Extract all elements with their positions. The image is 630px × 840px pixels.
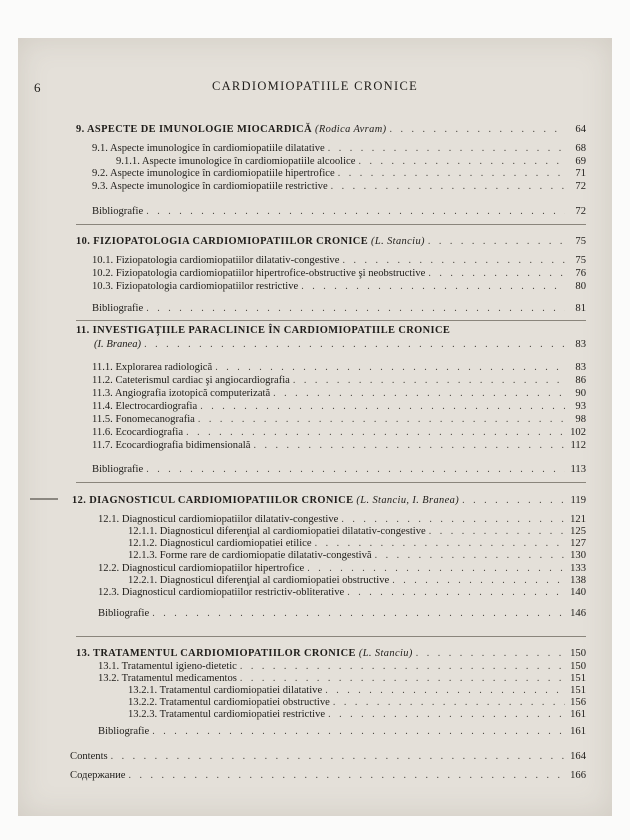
entry-label: Bibliografie [98,726,150,737]
leader-dots [390,124,566,136]
toc-entry-bibliography[interactable] [98,608,586,620]
page-ref: 75 [575,236,586,247]
entry-label: 11.5. Fonomecanografia [92,414,195,425]
toc-entry-bibliography[interactable] [92,206,586,218]
entry-label: 13.2.1. Tratamentul cardiomiopatiei dilatative [128,685,323,696]
page-ref: 71 [575,168,586,179]
toc-entry[interactable] [92,440,586,452]
toc-entry[interactable] [92,427,586,439]
page-number: 6 [34,80,41,95]
page-ref: 161 [570,709,586,720]
leader-dots [146,464,565,476]
toc-entry[interactable] [92,181,586,193]
toc-entry[interactable] [128,709,586,721]
toc-entry[interactable] [128,538,586,550]
entry-label: 12.1.2. Diagnosticul cardiomiopatiei etilice [128,538,312,549]
page-ref: 150 [570,661,586,672]
entry-label: 13.1. Tratamentul igieno-dietetic [98,661,237,672]
leader-dots [328,709,565,721]
toc-entry-bibliography[interactable] [92,303,586,315]
leader-dots [200,401,565,413]
page-ref: 161 [570,726,586,737]
page-ref: 86 [575,375,586,386]
toc-entry[interactable] [92,414,586,426]
leader-dots [111,751,565,763]
chapter-author: (Rodica Avram) [315,124,387,135]
entry-label: 10.2. Fiziopatologia cardiomiopatiilor hipertrofice-obstructive şi neobstructive [92,268,426,279]
toc-entry[interactable] [92,401,586,413]
entry-label: 11.1. Explorarea radiologică [92,362,213,373]
page-ref: 151 [570,685,586,696]
toc-entry-contents[interactable] [70,751,586,763]
leader-dots [429,526,565,538]
toc-entry[interactable] [128,526,586,538]
entry-label: 11.6. Ecocardiografia [92,427,184,438]
leader-dots [333,697,565,709]
page-ref: 69 [575,156,586,167]
toc-entry[interactable] [92,281,586,293]
page-ref: 102 [570,427,586,438]
toc-entry[interactable] [98,587,586,599]
chapter-author: (L. Stanciu) [371,236,425,247]
page-ref: 138 [570,575,586,586]
section-divider [76,482,586,483]
leader-dots [129,770,565,782]
entry-label: 13.2. Tratamentul medicamentos [98,673,237,684]
leader-dots [338,168,565,180]
leader-dots [341,514,565,526]
toc-entry[interactable] [98,673,586,685]
page-ref: 125 [570,526,586,537]
leader-dots [240,661,565,673]
chapter-author: (I. Branea) [94,339,142,350]
page-ref: 64 [575,124,586,135]
chapter-12-entry[interactable] [72,495,586,507]
chapter-9-entry[interactable] [76,124,586,136]
leader-dots [253,440,565,452]
leader-dots [392,575,565,587]
page-ref: 156 [570,697,586,708]
section-divider [76,320,586,321]
leader-dots [146,303,565,315]
toc-entry[interactable] [128,685,586,697]
chapter-title: DIAGNOSTICUL CARDIOMIOPATIILOR CRONICE [89,495,354,506]
leader-dots [375,550,565,562]
toc-entry[interactable] [92,388,586,400]
page-ref: 80 [575,281,586,292]
entry-label: 9.3. Aspecte imunologice în cardiomiopatiile restrictive [92,181,328,192]
leader-dots [342,255,565,267]
chapter-number: 11. [76,325,90,336]
page-ref: 112 [570,440,586,451]
page-ref: 121 [570,514,586,525]
entry-label: Bibliografie [98,608,150,619]
running-title: CARDIOMIOPATIILE CRONICE [211,79,419,93]
entry-label: Contents [70,751,108,762]
toc-entry[interactable] [92,143,586,155]
entry-label: Bibliografie [92,206,144,217]
leader-dots [428,236,565,248]
page-ref: 68 [575,143,586,154]
toc-entry[interactable] [98,661,586,673]
leader-dots [301,281,565,293]
leader-dots [152,608,565,620]
page-ref: 130 [570,550,586,561]
leader-dots [331,181,565,193]
page-ref: 98 [575,414,586,425]
entry-label: Bibliografie [92,464,144,475]
leader-dots [186,427,565,439]
page-ref: 93 [575,401,586,412]
entry-label: 12.2. Diagnosticul cardiomiopatiilor hipertrofice [98,563,305,574]
toc-entry[interactable] [128,697,586,709]
chapter-number: 10. [76,236,91,247]
toc-entry[interactable] [92,375,586,387]
toc-entry[interactable] [98,514,586,526]
section-divider [76,224,586,225]
leader-dots [240,673,565,685]
leader-dots [146,206,565,218]
section-divider [76,636,586,637]
page-ref: 164 [570,751,586,762]
toc-entry-bibliography[interactable] [98,726,586,738]
page-ref: 83 [575,362,586,373]
page-ref: 127 [570,538,586,549]
page-ref: 83 [575,339,586,350]
entry-label: 10.1. Fiziopatologia cardiomiopatiilor dilatativ-congestive [92,255,340,266]
leader-dots [315,538,565,550]
toc-entry[interactable] [98,563,586,575]
page-ref: 90 [575,388,586,399]
entry-label: 11.7. Ecocardiografia bidimensională [92,440,251,451]
entry-label: 12.3. Diagnosticul cardiomiopatiilor restrictiv-obliterative [98,587,345,598]
page-ref: 72 [575,206,586,217]
leader-dots [428,268,565,280]
entry-label: 12.2.1. Diagnosticul diferenţial al cardiomiopatiei obstructive [128,575,390,586]
page-ref: 151 [570,673,586,684]
leader-dots [215,362,565,374]
chapter-author: (L. Stanciu, I. Branea) [356,495,460,506]
page-ref: 119 [570,495,586,506]
leader-dots [347,587,565,599]
page-ref: 76 [575,268,586,279]
page-ref: 150 [570,648,586,659]
toc-entry[interactable] [92,168,586,180]
page-ref: 81 [575,303,586,314]
leader-dots [325,685,565,697]
toc-entry[interactable] [92,362,586,374]
chapter-title: INVESTIGAŢIILE PARACLINICE ÎN CARDIOMIOPATIILE CRONICE [92,325,451,336]
leader-dots [416,648,565,660]
entry-label: Bibliografie [92,303,144,314]
entry-label: 9.2. Aspecte imunologice în cardiomiopatiile hipertrofice [92,168,335,179]
entry-label: 12.1. Diagnosticul cardiomiopatiilor dilatativ-congestive [98,514,339,525]
entry-label: 9.1. Aspecte imunologice în cardiomiopatiile dilatative [92,143,325,154]
toc-entry-soderzhanie[interactable] [70,770,586,782]
entry-label: 13.2.2. Tratamentul cardiomiopatiei obstructive [128,697,330,708]
entry-label: 10.3. Fiziopatologia cardiomiopatiilor restrictive [92,281,299,292]
toc-entry[interactable] [128,550,586,562]
leader-dots [198,414,565,426]
page-ref: 133 [570,563,586,574]
leader-dots [144,339,565,351]
page-ref: 166 [570,770,586,781]
leader-dots [273,388,565,400]
entry-label: Содержание [70,770,126,781]
chapter-number: 12. [72,495,87,506]
entry-label: 11.3. Angiografia izotopică computerizată [92,388,271,399]
entry-label: 11.4. Electrocardiografia [92,401,198,412]
leader-dots [293,375,565,387]
chapter-number: 9. [76,124,85,135]
entry-label: 12.1.3. Forme rare de cardiomiopatie dilatativ-congestivă [128,550,372,561]
chapter-11-heading[interactable] [76,325,450,336]
toc-entry-bibliography[interactable] [92,464,586,476]
toc-entry[interactable] [92,268,586,280]
entry-label: 13.2.3. Tratamentul cardiomiopatiei restrictive [128,709,326,720]
chapter-number: 13. [76,648,91,659]
entry-label: 11.2. Cateterismul cardiac şi angiocardiografia [92,375,290,386]
entry-label: 9.1.1. Aspecte imunologice în cardiomiopatiile alcoolice [116,156,356,167]
leader-dots [358,156,565,168]
toc-entry[interactable] [128,575,586,587]
chapter-10-entry[interactable] [76,236,586,248]
chapter-title: TRATAMENTUL CARDIOMIOPATIILOR CRONICE [93,648,356,659]
chapter-author: (L. Stanciu) [358,648,413,659]
leader-dots [328,143,565,155]
leader-dots [307,563,565,575]
leader-dots [462,495,565,507]
page-ref: 140 [570,587,586,598]
page-ref: 146 [570,608,586,619]
chapter-title: FIZIOPATOLOGIA CARDIOMIOPATIILOR CRONICE [93,236,369,247]
page-ref: 75 [575,255,586,266]
toc-entry[interactable] [92,255,586,267]
page-ref: 113 [570,464,586,475]
chapter-13-entry[interactable] [76,648,586,660]
leader-dots [152,726,565,738]
chapter-11-entry[interactable] [94,339,586,351]
chapter-title: ASPECTE DE IMUNOLOGIE MIOCARDICĂ [87,124,312,135]
page-ref: 72 [575,181,586,192]
entry-label: 12.1.1. Diagnosticul diferenţial al cardiomiopatiei dilatativ-congestive [128,526,426,537]
toc-entry[interactable] [116,156,586,168]
